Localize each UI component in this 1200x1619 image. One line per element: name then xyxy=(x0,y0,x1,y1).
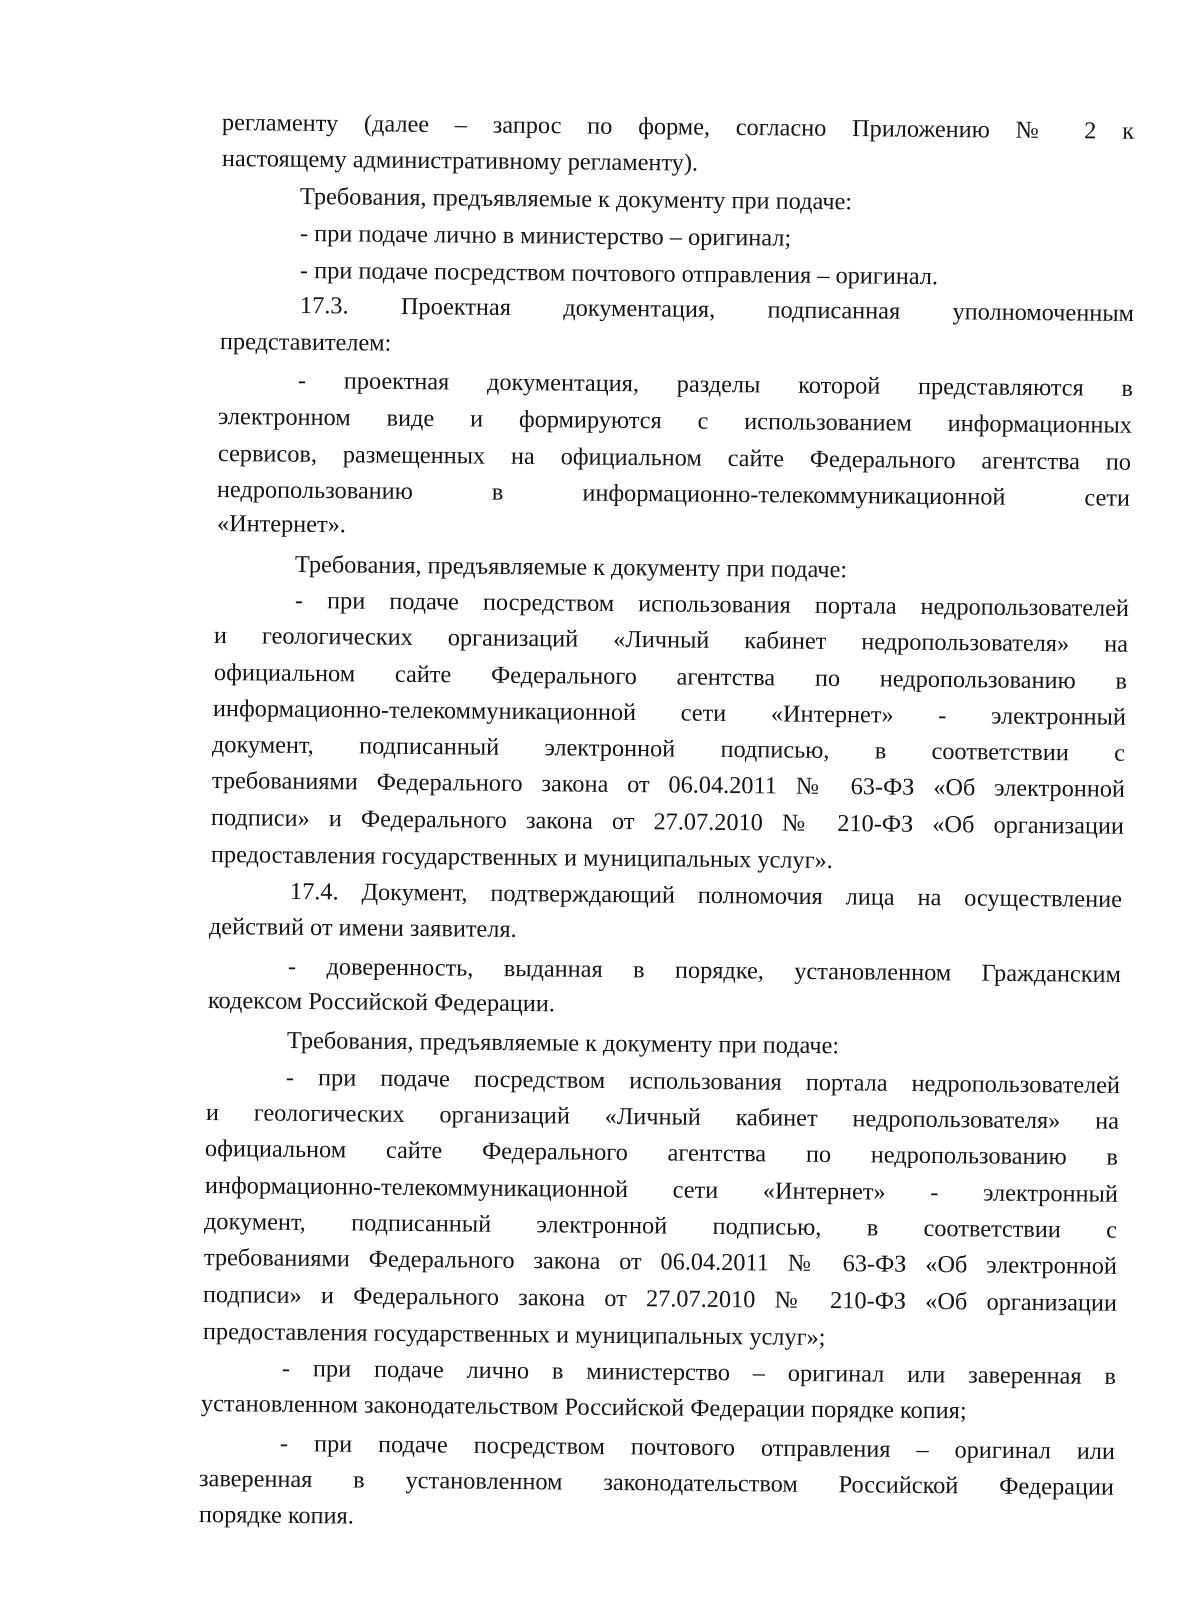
text-line: информационно-телекоммуникационной сети «Интернет» - электронный xyxy=(212,695,1127,731)
text-line: и геологических организаций «Личный кабинет недропользователя» на xyxy=(213,622,1129,658)
text-line: 17.3. Проектная документация, подписанная уполномоченным xyxy=(299,292,1135,328)
text-line: предоставления государственных и муниципальных услуг»; xyxy=(202,1318,826,1351)
text-line: - при подаче лично в министерство – оригинал; xyxy=(299,220,792,252)
text-line: Требования, предъявляемые к документу при подаче: xyxy=(294,551,848,584)
text-line: - доверенность, выданная в порядке, установленном Гражданским xyxy=(287,953,1122,988)
text-line: заверенная в установленном законодательством Российской Федерации xyxy=(198,1465,1115,1501)
text-line: электронном виде и формируются с использованием информационных xyxy=(217,403,1133,439)
text-line: информационно-телекоммуникационной сети «Интернет» - электронный xyxy=(204,1172,1119,1208)
text-line: «Интернет». xyxy=(216,510,347,539)
text-line: настоящему административному регламенту). xyxy=(221,145,699,177)
text-line: недропользованию в информационно-телекоммуникационной сети xyxy=(216,476,1131,512)
text-line: официальном сайте Федерального агентства по недропользованию в xyxy=(204,1135,1119,1171)
text-line: 17.4. Документ, подтверждающий полномочия лица на осуществление xyxy=(289,878,1123,913)
text-line: подписи» и Федерального закона от 27.07.2010 № 210-ФЗ «Об организации xyxy=(202,1281,1118,1317)
text-line: - при подаче лично в министерство – оригинал или заверенная в xyxy=(281,1355,1117,1391)
text-line: кодексом Российской Федерации. xyxy=(207,987,556,1018)
text-line: требованиями Федерального закона от 06.04.2011 № 63-ФЗ «Об электронной xyxy=(211,767,1126,803)
text-line: представителем: xyxy=(219,328,392,357)
text-line: - при подаче посредством использования портала недропользователей xyxy=(294,587,1130,623)
text-line: документ, подписанный электронной подписью, в соответствии с xyxy=(211,731,1126,767)
text-line: - проектная документация, разделы которой представляются в xyxy=(297,367,1134,403)
text-line: порядке копия. xyxy=(198,1501,355,1530)
text-line: - при подаче посредством использования портала недропользователей xyxy=(285,1064,1121,1100)
text-line: требованиями Федерального закона от 06.04.2011 № 63-ФЗ «Об электронной xyxy=(203,1244,1118,1280)
text-line: действий от имени заявителя. xyxy=(208,913,517,943)
text-line: и геологических организаций «Личный кабинет недропользователя» на xyxy=(205,1099,1120,1135)
text-line: подписи» и Федерального закона от 27.07.2010 № 210-ФЗ «Об организации xyxy=(210,804,1125,840)
text-line: регламенту (далее – запрос по форме, согласно Приложению № 2 к xyxy=(221,109,1135,145)
text-line: официальном сайте Федерального агентства по недропользованию в xyxy=(213,659,1128,695)
text-line: сервисов, размещенных на официальном сайте Федерального агентства по xyxy=(217,440,1132,476)
text-line: предоставления государственных и муниципальных услуг». xyxy=(210,841,833,874)
text-line: Требования, предъявляемые к документу при подаче: xyxy=(299,183,853,216)
text-line: установленном законодательством Российской Федерации порядке копия; xyxy=(200,1390,967,1425)
text-line: документ, подписанный электронной подписью, в соответствии с xyxy=(203,1208,1118,1244)
text-line: Требования, предъявляемые к документу при подаче: xyxy=(286,1027,840,1060)
text-line: - при подаче посредством почтового отправления – оригинал или xyxy=(279,1430,1116,1466)
text-line: - при подаче посредством почтового отправления – оригинал. xyxy=(299,257,939,291)
